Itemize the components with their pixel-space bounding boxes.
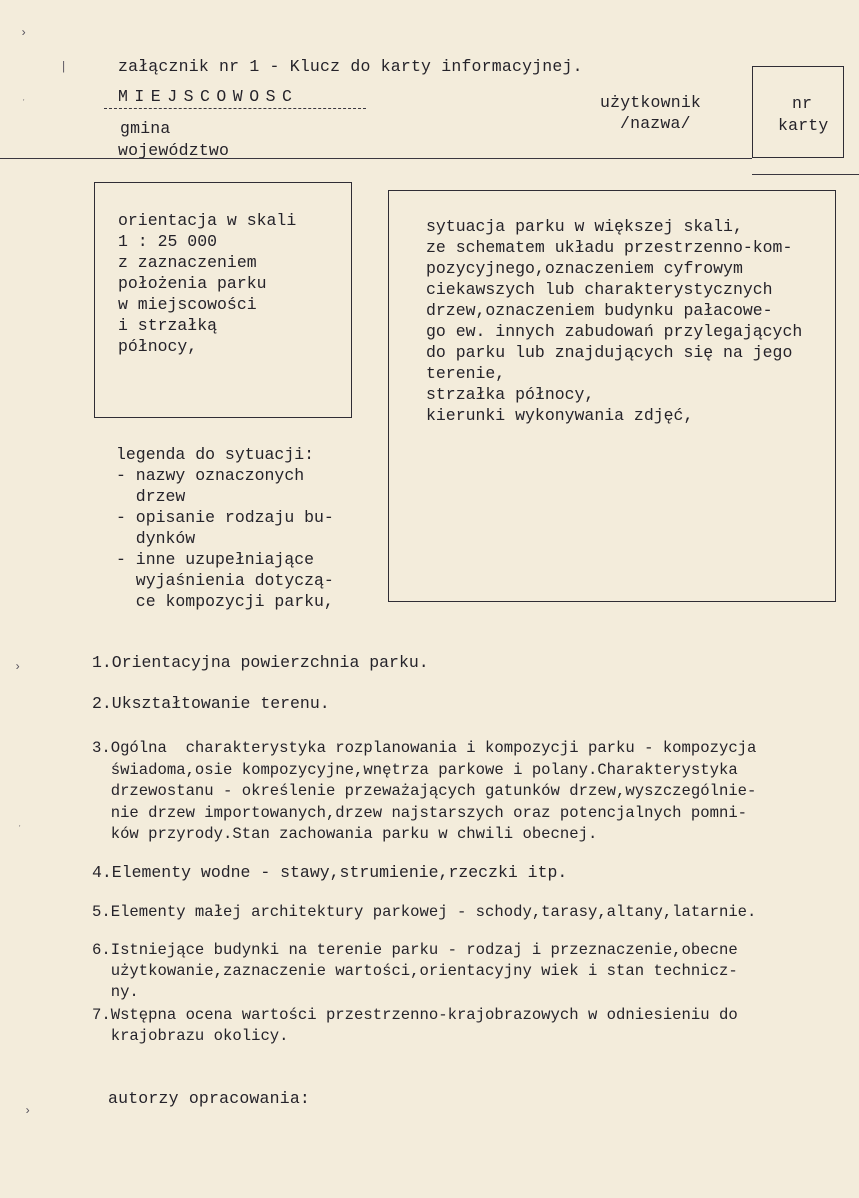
item-7 <box>92 1005 738 1047</box>
item-line: 6.Istniejące budynki na terenie parku - rodzaj i przeznaczenie,obecne <box>92 941 738 959</box>
orientation-line: położenia parku <box>118 274 267 293</box>
situation-line: strzałka północy, <box>426 385 595 404</box>
orientation-line: i strzałką <box>118 316 218 335</box>
park-situation-description <box>426 216 802 426</box>
nr-karty-sublabel: karty <box>778 116 829 135</box>
margin-mark: ˑ <box>20 96 28 110</box>
item-3 <box>92 738 756 846</box>
legend-line: - inne uzupełniające <box>116 550 315 569</box>
situation-line: ciekawszych lub charakterystycznych <box>426 280 773 299</box>
situation-line: kierunki wykonywania zdjęć, <box>426 406 694 425</box>
gmina-label: gmina <box>120 119 171 138</box>
item-line: nie drzew importowanych,drzew najstarszych oraz potencjalnych pomni- <box>92 803 748 822</box>
legend <box>116 444 334 612</box>
legend-title: legenda do sytuacji: <box>116 445 315 464</box>
legend-line: dynków <box>116 529 196 548</box>
orientation-line: z zaznaczeniem <box>118 253 257 272</box>
header-divider <box>0 158 752 159</box>
legend-line: drzew <box>116 487 186 506</box>
uzytkownik-sublabel: /nazwa/ <box>620 114 691 133</box>
legend-line: - opisanie rodzaju bu- <box>116 508 334 527</box>
item-line: krajobrazu okolicy. <box>92 1027 289 1045</box>
item-6 <box>92 940 738 1003</box>
item-line: 5.Elementy małej architektury parkowej - schody,tarasy,altany,latarnie. <box>92 903 757 921</box>
margin-mark: › <box>20 26 28 40</box>
autorzy-label: autorzy opracowania: <box>108 1089 311 1108</box>
miejscowosc-label: MIEJSCOWOSC <box>118 87 299 106</box>
uzytkownik-label: użytkownik <box>600 93 702 112</box>
situation-line: sytuacja parku w większej skali, <box>426 217 743 236</box>
item-line: 1.Orientacyjna powierzchnia parku. <box>92 653 429 672</box>
item-line: ków przyrody.Stan zachowania parku w chwili obecnej. <box>92 825 598 843</box>
item-2 <box>92 693 330 714</box>
item-5 <box>92 902 756 923</box>
situation-line: drzew,oznaczeniem budynku pałacowe- <box>426 301 773 320</box>
miejscowosc-underline <box>104 108 366 109</box>
legend-line: ce kompozycji parku, <box>116 592 334 611</box>
situation-line: pozycyjnego,oznaczeniem cyfrowym <box>426 259 743 278</box>
orientation-map-description <box>118 210 296 357</box>
item-line: użytkowanie,zaznaczenie wartości,orientacyjny wiek i stan technicz- <box>92 962 738 980</box>
margin-mark: › <box>14 660 22 674</box>
wojewodztwo-label: województwo <box>118 141 230 160</box>
situation-line: ze schematem układu przestrzenno-kom- <box>426 238 793 257</box>
margin-mark: | <box>60 60 68 74</box>
item-line: świadoma,osie kompozycyjne,wnętrza parkowe i polany.Charakterystyka <box>92 760 738 779</box>
item-line: 4.Elementy wodne - stawy,strumienie,rzeczki itp. <box>92 863 568 882</box>
document-title: załącznik nr 1 - Klucz do karty informacyjnej. <box>118 57 583 76</box>
margin-mark: ˑ <box>16 822 24 836</box>
nr-karty-label: nr <box>792 94 813 113</box>
legend-line: wyjaśnienia dotyczą- <box>116 571 334 590</box>
legend-line: - nazwy oznaczonych <box>116 466 305 485</box>
orientation-line: orientacja w skali <box>118 211 297 230</box>
situation-line: terenie, <box>426 364 506 383</box>
situation-line: go ew. innych zabudowań przylegających <box>426 322 803 341</box>
item-line: 2.Ukształtowanie terenu. <box>92 694 330 713</box>
margin-mark: › <box>24 1104 32 1118</box>
situation-line: do parku lub znajdujących się na jego <box>426 343 793 362</box>
item-line: drzewostanu - określenie przeważających gatunków drzew,wyszczególnie- <box>92 782 757 800</box>
item-line: 3.Ogólna charakterystyka rozplanowania i kompozycji parku - kompozycja <box>92 739 757 757</box>
orientation-line: północy, <box>118 337 198 356</box>
header-divider-right <box>752 174 859 175</box>
item-line: ny. <box>92 983 139 1001</box>
item-line: 7.Wstępna ocena wartości przestrzenno-krajobrazowych w odniesieniu do <box>92 1006 738 1024</box>
item-4 <box>92 862 567 883</box>
orientation-line: w miejscowości <box>118 295 257 314</box>
orientation-line: 1 : 25 000 <box>118 232 218 251</box>
item-1 <box>92 652 429 673</box>
